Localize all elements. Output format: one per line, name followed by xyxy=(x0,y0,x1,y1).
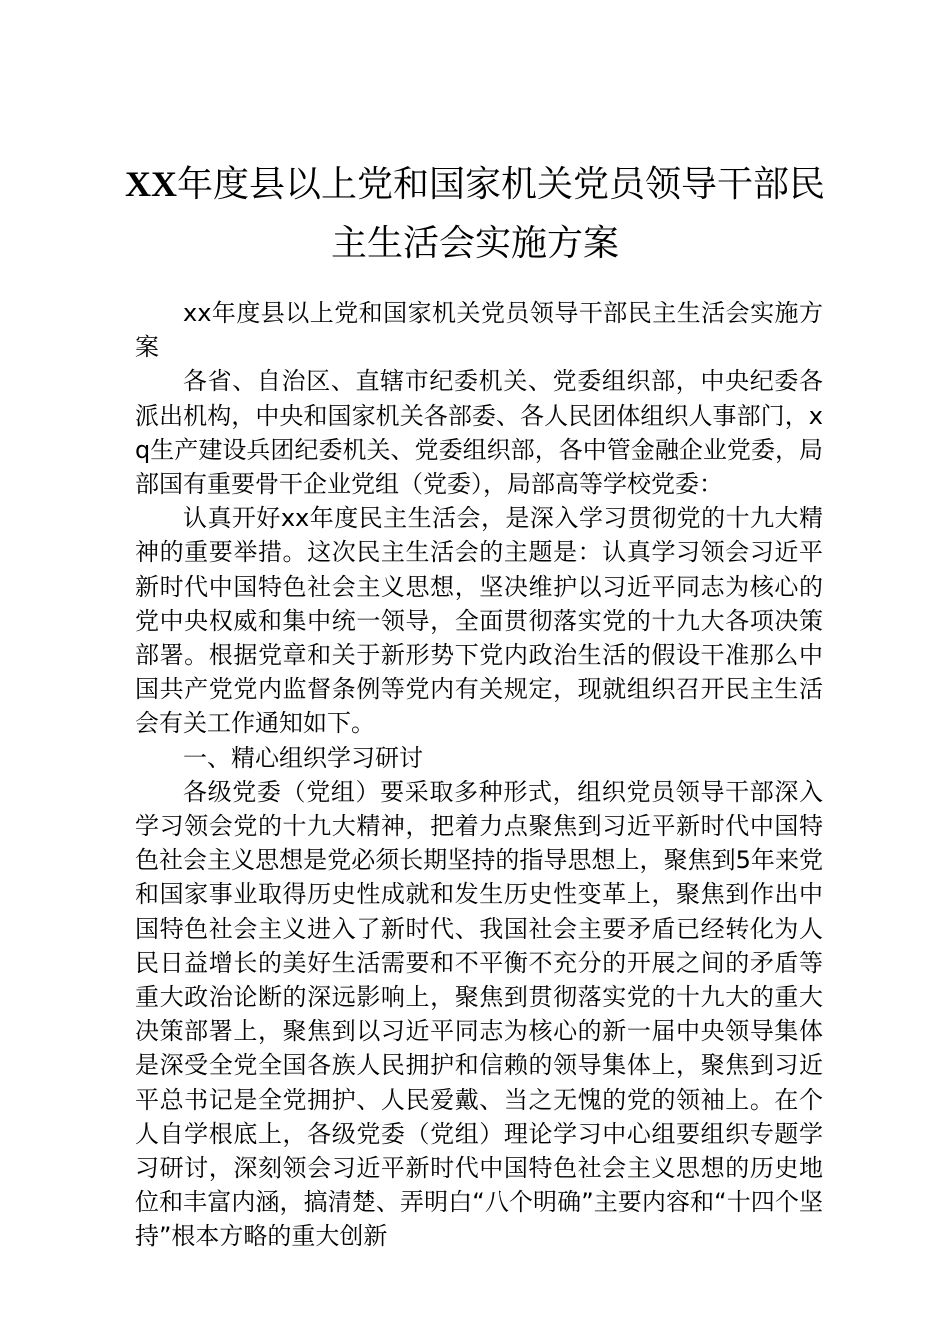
paragraph-section-1: 各级党委（党组）要采取多种形式，组织党员领导干部深入学习领会党的十九大精神，把着力点聚焦到习近平新时代中国特色社会主义思想是党必须长期坚持的指导思想上，聚焦到5年来党和国家事业取得历史性成就和发生历史性变革上，聚焦到作出中国特色社会主义进入了新时代、我国社会主要矛盾已经转化为人民日益增长的美好生活需要和不平衡不充分的开展之间的矛盾等重大政治论断的深远影响上，聚焦到贯彻落实党的十九大的重大决策部署上，聚焦到以习近平同志为核心的新一届中央领导集体是深受全党全国各族人民拥护和信赖的领导集体上，聚焦到习近平总书记是全党拥护、人民爱戴、当之无愧的党的领袖上。在个人自学根底上，各级党委（党组）理论学习中心组要组织专题学习研讨，深刻领会习近平新时代中国特色社会主义思想的历史地位和丰富内涵，搞清楚、弄明白“八个明确”主要内容和“十四个坚持”根本方略的重大创新 xyxy=(135,777,823,1251)
document-title-line-1 xyxy=(100,156,850,207)
document-body xyxy=(135,296,823,1254)
title-text: 年度县以上党和国家机关党员领导干部民 xyxy=(176,164,825,205)
paragraph-recipients: 各省、自治区、直辖市纪委机关、党委组织部，中央纪委各派出机构，中央和国家机关各部委、各人民团体组织人事部门，xq生产建设兵团纪委机关、党委组织部，各中管金融企业党委，局部国有重要骨干企业党组（党委），局部高等学校党委： xyxy=(135,367,823,499)
paragraph-subtitle: xx年度县以上党和国家机关党员领导干部民主生活会实施方案 xyxy=(135,299,823,362)
section-heading-1: 一、精心组织学习研讨 xyxy=(183,743,423,772)
paragraph-intro: 认真开好xx年度民主生活会，是深入学习贯彻党的十九大精神的重要举措。这次民主生活会的主题是：认真学习领会习近平新时代中国特色社会主义思想，坚决维护以习近平同志为核心的党中央权威和集中统一领导，全面贯彻落实党的十九大各项决策部署。根据党章和关于新形势下党内政治生活的假设干准那么中国共产党党内监督条例等党内有关规定，现就组织召开民主生活会有关工作通知如下。 xyxy=(135,504,823,738)
title-prefix: XX xyxy=(124,164,177,204)
document-title-line-2: 主生活会实施方案 xyxy=(330,223,619,264)
